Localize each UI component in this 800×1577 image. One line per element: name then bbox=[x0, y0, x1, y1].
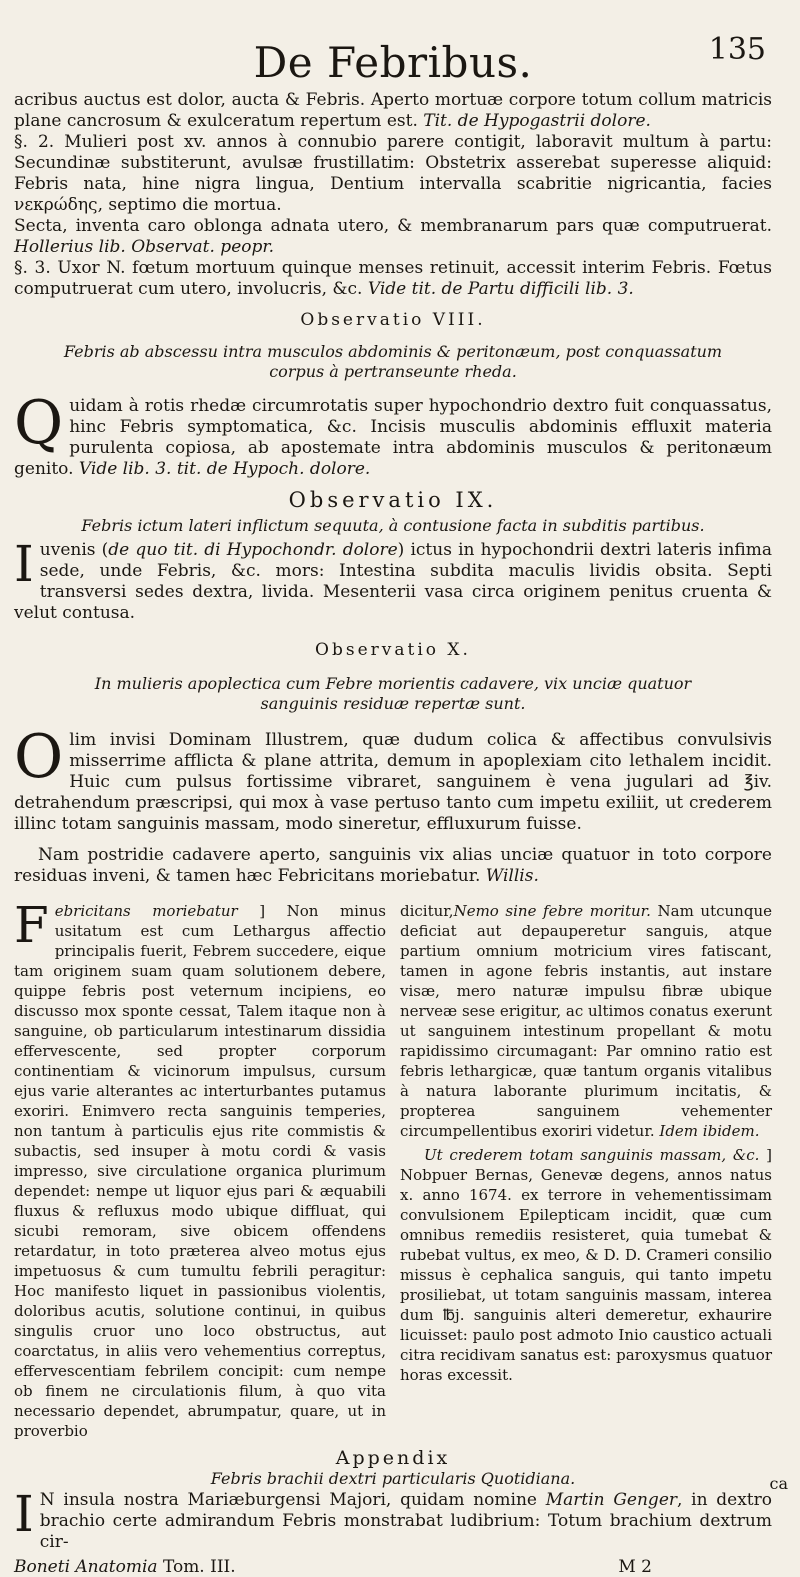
signature-mark: M 2 bbox=[618, 1557, 652, 1577]
observation-text: Quidam à rotis rhedæ circumrotatis super hypochondrio dextro fuit conquassatus, hinc Febris symptomatica, &c. Incisis musculis abdominis effluxit materia purulenta copiosa, ab apostemate intra abdominis musculos & peritonæum genito. Vide lib. 3. tit. de Hypoch. dolore. bbox=[14, 388, 772, 479]
observation-heading: Observatio VIII. bbox=[300, 310, 486, 330]
reference: Idem ibidem. bbox=[659, 1122, 760, 1140]
observation-text-2: Nam postridie cadavere aperto, sanguinis vix alias unciæ quatuor in toto corpore residuas inveni, & tamen hæc Febricitans moriebatur. Willis. bbox=[14, 845, 772, 886]
reference: Vide lib. 3. tit. de Hypoch. dolore. bbox=[78, 459, 371, 479]
lemma: ebricitans moriebatur bbox=[54, 902, 238, 920]
observation-9 bbox=[14, 488, 772, 624]
page-footer bbox=[14, 1557, 772, 1577]
observation-summary: Febris ictum lateri inflictum sequuta, à contusione facta in subditis partibus. bbox=[81, 516, 705, 535]
commentary bbox=[14, 896, 772, 1445]
appendix-subtitle: Febris brachii dextri particularis Quotidiana. bbox=[210, 1469, 576, 1488]
appendix-heading: Appendix bbox=[335, 1447, 451, 1469]
observation-summary: Febris ab abscessu intra musculos abdominis & peritonæum, post conquassatum corpus à pertranseunte rheda. bbox=[63, 342, 723, 381]
catchword: ca bbox=[769, 1474, 788, 1493]
quote: Nemo sine febre moritur. bbox=[453, 902, 651, 920]
observation-heading: Observatio IX. bbox=[288, 488, 498, 512]
page-number: 135 bbox=[708, 32, 766, 67]
commentary-left-column: Febricitans moriebatur ] Non minus usitatum est cum Lethargus affectio principalis fuerit, Febrem succedere, eique tam originem suam quam solutionem debere, quippe febris post veternum incipiens, eo discusso mox sponte cessat, Talem itaque non à sanguine, ob particularum intestinarum dissidia effervescente, sed propter corporum continentiam & vicinorum impulsus, cursum ejus varie alterantes ac interturbantes putamus exoriri. Enimvero recta sanguinis temperies, non tantum à particulis ejus rite commistis & subactis, sed insuper à motu cordi & vasis impresso, sive circulatione organica plurimum dependet: nempe ut liquor ejus pari & æquabili fluxus & refluxus modo ubique diffluat, qui sicubi remoram, sive obicem offendens retardatur, in toto præterea alveo motus ejus impetuosus & cum tumultu febrili peragitur: Hoc manifesto liquet in passionibus violentis, doloribus acutis, solutione continui, in quibus singulis cruor uno loco obstructus, aut coarctatus, in aliis vero vehementius correptus, effervescentiam febrilem concipit: cum nempe ob finem ne circulationis filum, à quo vita necessario dependet, abrumpatur, quare, ut in proverbio bbox=[14, 896, 386, 1440]
intro-section bbox=[14, 90, 772, 300]
drop-cap: I bbox=[14, 1485, 34, 1543]
intro-paragraph-3: Secta, inventa caro oblonga adnata utero, & membranarum pars quæ computruerat. Hollerius lib. Observat. peopr. bbox=[14, 216, 772, 257]
reference: Willis. bbox=[485, 866, 539, 886]
observation-text: Iuvenis (de quo tit. di Hypochondr. dolore) ictus in hypochondrii dextri lateris infima sede, unde Febris, &c. mors: Intestina subdita maculis lividis obsita. Septi transversi sedes dextra, livida. Mesenterii vasa circa originem penitus cruenta & velut contusa. bbox=[14, 535, 772, 623]
intro-paragraph-1: acribus auctus est dolor, aucta & Febris. Aperto mortuæ corpore totum collum matricis plane cancrosum & exulceratum repertum est. Tit. de Hypogastrii dolore. bbox=[14, 90, 772, 131]
drop-cap: I bbox=[14, 535, 34, 593]
intro-paragraph-4: §. 3. Uxor N. fœtum mortuum quinque menses retinuit, accessit interim Febris. Fœtus computruerat cum utero, involucris, &c. Vide tit. de Partu difficili lib. 3. bbox=[14, 258, 772, 299]
observation-heading: Observatio X. bbox=[315, 640, 471, 660]
reference: Tit. de Hypogastrii dolore. bbox=[423, 111, 651, 131]
reference: Hollerius lib. Observat. peopr. bbox=[14, 237, 275, 257]
drop-cap: F bbox=[14, 896, 49, 954]
observation-8 bbox=[14, 310, 772, 480]
reference: Vide tit. de Partu difficili lib. 3. bbox=[367, 279, 634, 299]
appendix-section bbox=[14, 1447, 772, 1553]
appendix-text: I N insula nostra Mariæburgensi Majori, quidam nomine Martin Genger, in dextro brachio certe admirandum Febris monstrabat ludibrium: Totum brachium dextrum cir- bbox=[14, 1485, 773, 1552]
lemma: Ut crederem totam sanguinis massam, &c. bbox=[424, 1146, 760, 1164]
observation-10 bbox=[14, 640, 772, 887]
observation-summary: In mulieris apoplectica cum Febre morientis cadavere, vix unciæ quatuor sanguinis residuæ repertæ sunt. bbox=[94, 674, 692, 713]
running-header bbox=[14, 20, 772, 90]
drop-cap: O bbox=[14, 722, 64, 792]
footer-title: Boneti Anatomia Tom. III. bbox=[14, 1557, 236, 1577]
intro-paragraph-2: §. 2. Mulieri post xv. annos à connubio parere contigit, laboravit multum à partu: Secundinæ substiterunt, avulsæ frustillatim: Obstetrix asserebat superesse aliquid: Febris nata, hine nigra lingua, Dentium intervalla scabritie nigricantia, facies νεκρώδης, septimo die mortua. bbox=[14, 132, 772, 215]
observation-text: Olim invisi Dominam Illustrem, quæ dudum colica & affectibus convulsivis misserrime afflicta & plane attrita, demum in apoplexiam cito lethalem incidit. Huic cum pulsus fortissime vibraret, sanguinem è vena jugulari ad ℥iv. detrahendum præscripsi, qui mox à vase pertuso tanto cum impetu exiliit, ut crederem illinc totam sanguinis massam, modo sineretur, effluxurum fuisse. bbox=[14, 722, 772, 834]
commentary-right-column: dicitur,Nemo sine febre moritur. Nam utcunque deficiat aut depauperetur sanguis, atque partium omnium motricium vires fatiscant, tamen in agone febris instantis, aut instare visæ, mero naturæ impulsu fibræ ubique nerveæ sese erigitur, ac ultimos conatus exerunt ut sanguinem intestinum propellant & motu rapidissimo circumagant: Par omnino ratio est febris lethargicæ, quæ tantum organis vitalibus à natura laborante plurimum incitatis, & propterea sanguinem vehementer circumpellentibus exoriri videtur. Idem ibidem. Ut crederem totam sanguinis massam, &c. ] Nobpuer Bernas, Genevæ degens, annos natus x. anno 1674. ex terrore in vehementissimam convulsionem Epilepticam incidit, quæ cum omnibus remediis resisteret, quia tumebat & rubebat vultus, ex meo, & D. D. Crameri consilio missus è cephalica sanguis, qui tanto impetu prosiliebat, ut totam sanguinis massam, interea dum ℔j. sanguinis alteri demeretur, exhaurire licuisset: paulo post admoto Inio caustico actuali citra recidivam sanatus est: paroxysmus quatuor horas excessit. bbox=[400, 902, 772, 1384]
drop-cap: Q bbox=[14, 388, 64, 458]
running-title: De Febribus. bbox=[253, 38, 533, 87]
